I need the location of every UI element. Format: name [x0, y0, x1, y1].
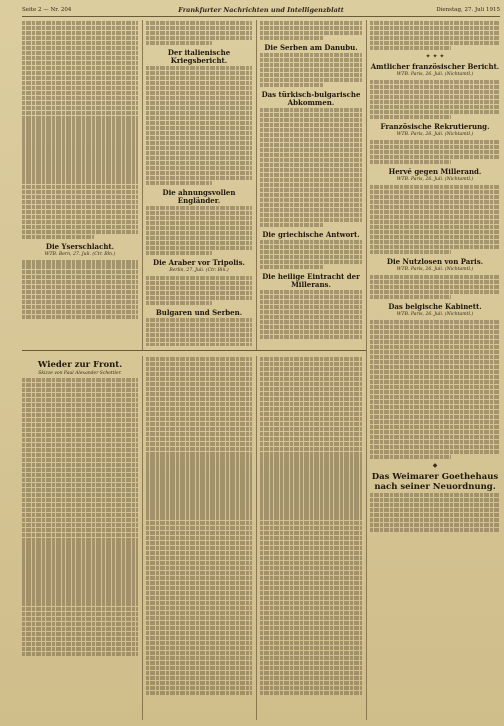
headline-yser-battle: Die Yserschlacht. [45, 242, 115, 252]
headline-unity: Die heilige Eintracht der Millerans. [262, 271, 360, 289]
headline-serbs-danube: Die Serben am Danubu. [264, 42, 358, 52]
feuilleton-rule [22, 350, 366, 351]
dateline-recruitment: WTB. Paris, 26. Juli. (Nichtamtl.) [396, 131, 474, 137]
headline-bulgarians: Bulgaren und Serben. [155, 307, 243, 317]
dateline-paris-shops: WTB. Paris, 26. Juli. (Nichtamtl.) [396, 267, 474, 273]
column-rule [256, 20, 257, 350]
headline-turkish-bulgarian: Das türkisch-bulgarische Abkommen. [261, 90, 361, 108]
column-rule [366, 20, 367, 720]
dateline-french-report: WTB. Paris, 26. Juli. (Nichtamtl.) [396, 71, 474, 77]
headline-french-report: Amtlicher französischer Bericht. [370, 61, 500, 71]
page-header [22, 4, 500, 17]
headline-greek-answer: Die griechische Antwort. [262, 229, 360, 239]
masthead-title: Frankfurter Nachrichten und Intelligenzblatt [178, 6, 344, 14]
dateline-tripolis: Berlin, 27. Juli. (Ctr. Bln.) [169, 267, 229, 273]
feuilleton-column-1 [22, 356, 138, 720]
column-3 [260, 20, 362, 346]
feuilleton-column-3 [260, 356, 362, 720]
column-4 [370, 20, 500, 720]
page-number: Seite 2 — Nr. 204 [22, 7, 72, 13]
headline-weimar: Das Weimarer Goethehaus nach seiner Neuordnung. [371, 471, 499, 492]
headline-millerand: Hervé gegen Millerand. [388, 167, 482, 177]
column-1 [22, 20, 138, 346]
headline-front: Wieder zur Front. [37, 360, 123, 370]
column-rule [256, 356, 257, 720]
headline-tripolis: Die Araber vor Tripolis. [153, 257, 245, 267]
ornament-divider: ◆ [432, 461, 438, 469]
author-front: Skizze von Paul Alexander Schettler. [38, 371, 122, 376]
headline-belgian-cabinet: Das belgische Kabinett. [388, 302, 482, 312]
dateline-millerand: WTB. Paris, 26. Juli. (Nichtamtl.) [396, 177, 474, 183]
column-2 [146, 20, 252, 346]
headline-recruitment: Französische Rekrutierung. [380, 121, 490, 131]
dateline-yser: WTB. Bern, 27. Juli. (Ctr. Bln.) [44, 252, 116, 258]
ornament-divider: ✦ ✦ ✦ [425, 52, 445, 60]
column-rule [142, 356, 143, 720]
headline-english: Die ahnungsvollen Engländer. [162, 187, 236, 205]
dateline-belgian-cabinet: WTB. Paris, 26. Juli. (Nichtamtl.) [396, 312, 474, 318]
headline-paris-shops: Die Nutzlosen von Paris. [386, 257, 484, 267]
issue-date: Dienstag, 27. Juli 1915 [436, 7, 500, 13]
headline-italian-report: Der italienische Kriegsbericht. [167, 47, 231, 65]
column-rule [142, 20, 143, 350]
feuilleton-column-2 [146, 356, 252, 720]
